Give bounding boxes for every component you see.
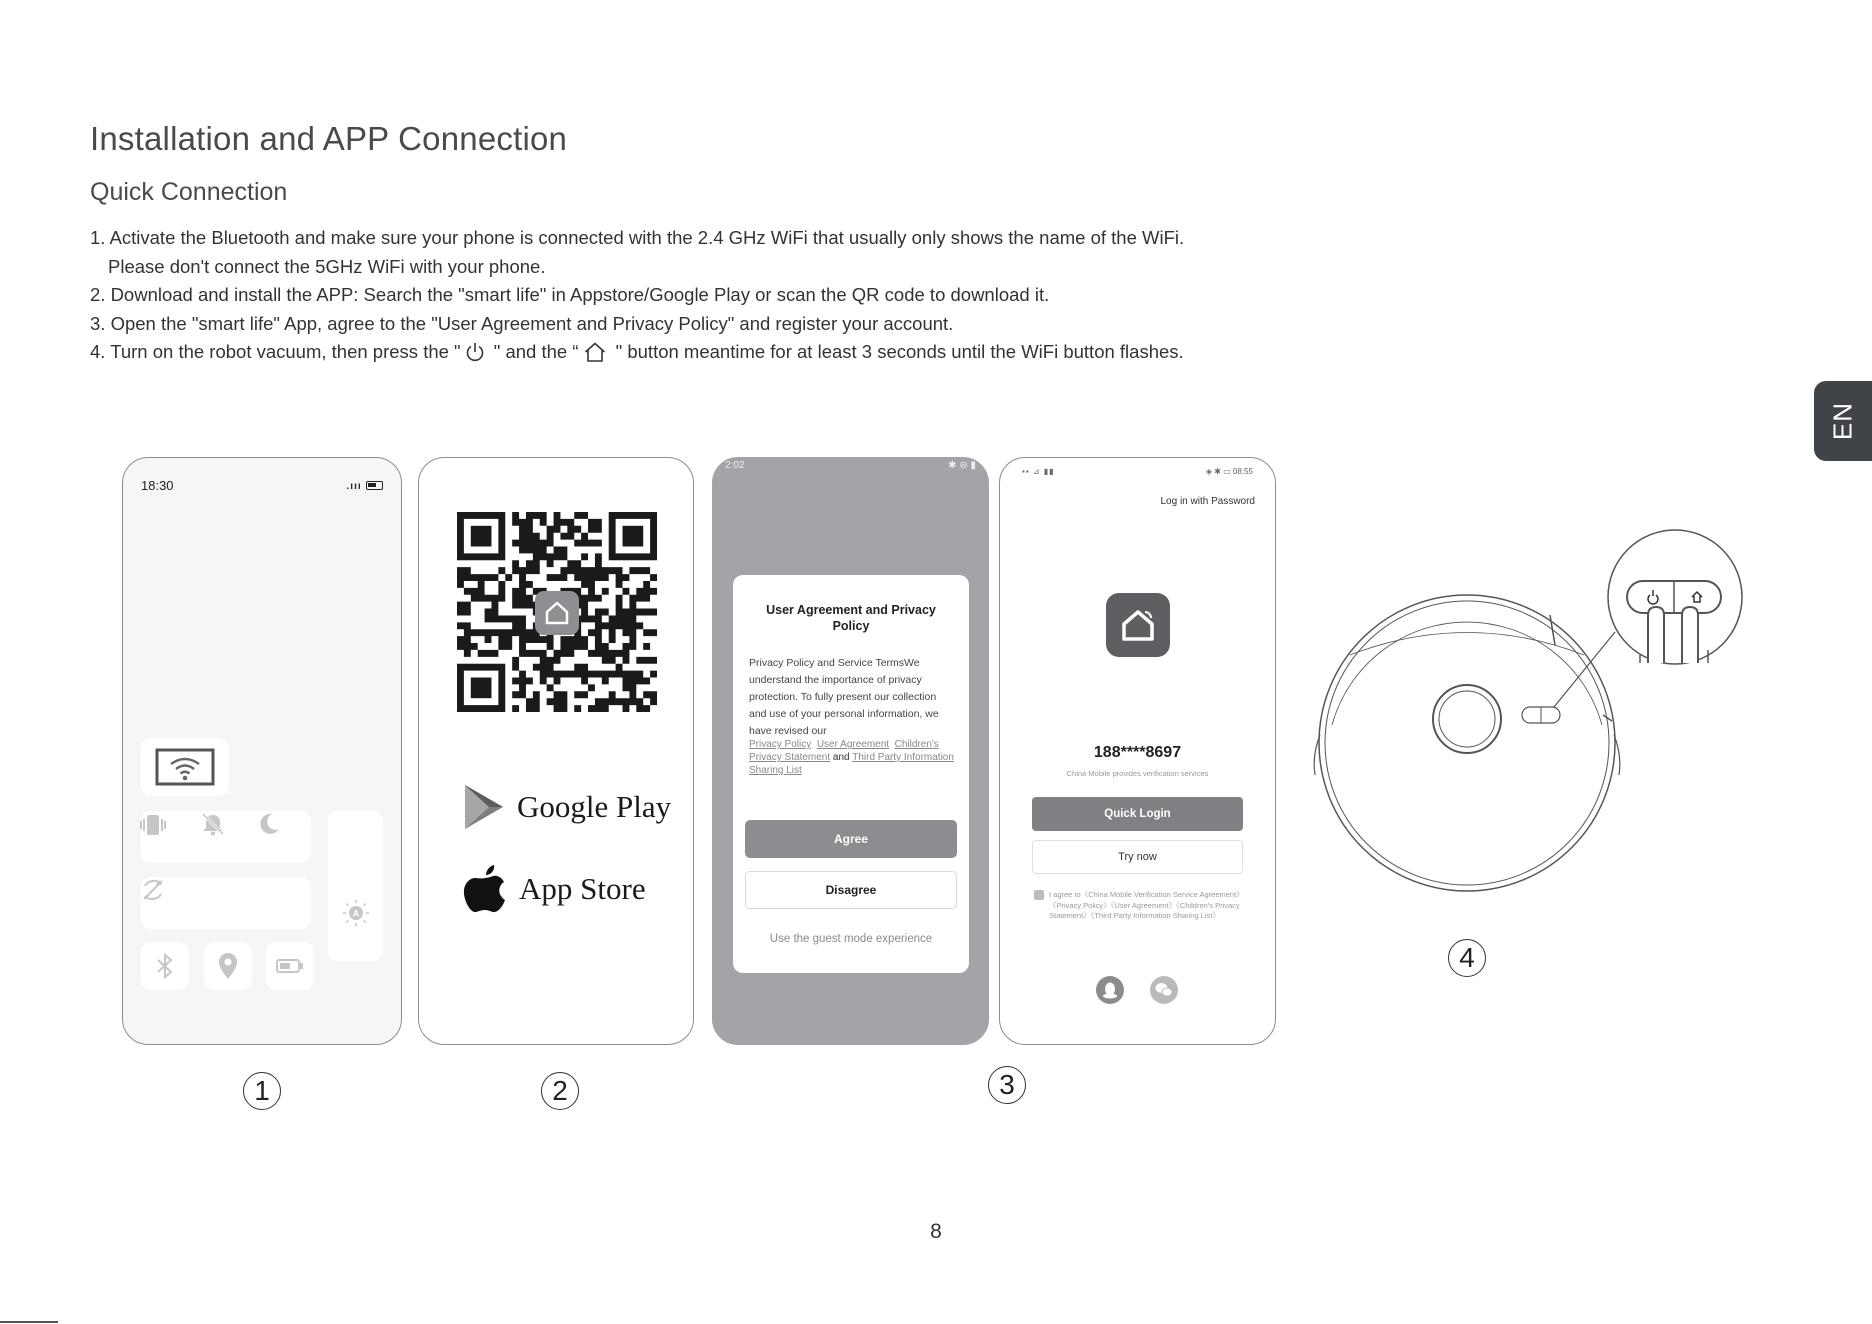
- user-agreement-link[interactable]: User Agreement: [816, 739, 890, 750]
- step-1: 1. Activate the Bluetooth and make sure your phone is connected with the 2.4 GHz WiFi that usually only shows the name of the WiFi.: [90, 227, 1185, 248]
- app-store-badge[interactable]: [463, 864, 646, 914]
- signal-icon: .ııı: [346, 481, 362, 492]
- step-2: 2. Download and install the APP: Search the "smart life" in Appstore/Google Play or scan the QR code to download it.: [90, 284, 1050, 305]
- bluetooth-tile[interactable]: [141, 942, 189, 990]
- dialog-title: User Agreement and Privacy Policy: [766, 603, 936, 633]
- google-play-label: Google Play: [517, 789, 672, 824]
- location-pin-icon: [217, 952, 239, 980]
- language-label: EN: [1827, 401, 1858, 441]
- status-time: 2:02: [725, 460, 745, 471]
- vacuum-power-icon: [1648, 590, 1658, 604]
- carrier-note: China Mobile provides verification services: [1066, 769, 1209, 778]
- step-marker-1: 1: [243, 1072, 281, 1110]
- wifi-icon: [154, 747, 216, 787]
- vacuum-home-icon: [1692, 592, 1702, 602]
- guest-mode-link[interactable]: Use the guest mode experience: [769, 933, 933, 945]
- smart-life-house-icon: [1117, 604, 1159, 646]
- smart-life-logo: [1106, 593, 1170, 657]
- step-marker-2: 2: [541, 1072, 579, 1110]
- brightness-tile[interactable]: [328, 811, 383, 961]
- app-store-label: App Store: [519, 871, 646, 906]
- wechat-login-icon[interactable]: [1150, 976, 1178, 1004]
- status-indicators: [347, 478, 383, 492]
- robot-vacuum-illustration: [1310, 525, 1750, 945]
- google-play-badge[interactable]: [463, 783, 671, 831]
- status-time: 18:30: [141, 478, 174, 493]
- privacy-policy-link[interactable]: Privacy Policy: [749, 739, 812, 750]
- phone-agreement: [712, 457, 989, 1045]
- dialog-body: Privacy Policy and Service TermsWe understand the importance of privacy protection. To fully present our collection and use of your personal information, we have revised our: [749, 657, 939, 737]
- sound-modes-tile: [141, 811, 311, 863]
- auto-brightness-icon: [342, 899, 370, 927]
- footer-line: [0, 1321, 58, 1323]
- phone-download: [418, 457, 694, 1045]
- location-tile[interactable]: [204, 942, 252, 990]
- rotation-tile[interactable]: [141, 877, 311, 929]
- battery-saver-icon: [276, 958, 304, 974]
- status-indicators-right: ◈ ✱ ▭ 08:55: [1205, 467, 1253, 476]
- smart-life-logo: [535, 591, 579, 635]
- and-text: and: [830, 752, 853, 763]
- qq-login-icon[interactable]: [1096, 976, 1124, 1004]
- status-indicators-left: ▪▪ ⊿ ▮▮: [1022, 467, 1055, 476]
- step-4: [90, 338, 1330, 372]
- terms-text: I agree to《China Mobile Verification Service Agreement》《Privacy Policy》《User Agreement》《Children's Privacy Statement》《Third Party Information Sharing List》: [1049, 890, 1240, 920]
- disagree-button[interactable]: Disagree: [745, 871, 957, 909]
- login-with-password-link[interactable]: Log in with Password: [1160, 496, 1255, 507]
- step-1-note: Please don't connect the 5GHz WiFi with your phone.: [108, 255, 546, 277]
- childrens-privacy-link[interactable]: Children's Privacy Statement: [749, 739, 939, 763]
- phone-login: [999, 457, 1276, 1045]
- instruction-steps: [90, 224, 1330, 372]
- language-tab[interactable]: [1814, 381, 1872, 461]
- quick-login-button[interactable]: Quick Login: [1032, 797, 1243, 831]
- phone-number: 188****8697: [1093, 744, 1182, 761]
- svg-text:A: A: [352, 908, 359, 919]
- smart-life-house-icon: [542, 598, 572, 628]
- page-number: 8: [930, 1220, 942, 1243]
- dialog-links: [749, 738, 957, 777]
- apple-icon: [463, 864, 507, 914]
- status-indicators: ✱ ⊜ ▮: [948, 460, 976, 471]
- step-4-text-b: " and the “: [488, 341, 579, 362]
- agreement-dialog: [733, 575, 969, 973]
- battery-icon: [366, 481, 383, 490]
- try-now-button[interactable]: Try now: [1032, 840, 1243, 874]
- battery-saver-tile[interactable]: [266, 942, 314, 990]
- bluetooth-icon: [154, 953, 176, 979]
- step-marker-4: 4: [1448, 939, 1486, 977]
- power-icon: [465, 341, 485, 372]
- agree-checkbox[interactable]: [1034, 890, 1044, 900]
- step-marker-3: 3: [988, 1066, 1026, 1104]
- phone-control-center: [122, 457, 402, 1045]
- google-play-icon: [463, 783, 505, 831]
- home-icon: [583, 341, 607, 372]
- third-party-link[interactable]: Third Party Information Sharing List: [749, 752, 954, 776]
- step-3: 3. Open the "smart life" App, agree to the "User Agreement and Privacy Policy" and register your account.: [90, 312, 954, 334]
- page-title: Installation and APP Connection: [90, 120, 568, 157]
- step-4-text-a: 4. Turn on the robot vacuum, then press the ": [90, 341, 461, 362]
- step-4-text-c: " button meantime for at least 3 seconds until the WiFi button flashes.: [610, 341, 1184, 362]
- section-title: Quick Connection: [90, 178, 288, 206]
- agree-button[interactable]: Agree: [745, 820, 957, 858]
- wifi-tile[interactable]: [141, 738, 229, 796]
